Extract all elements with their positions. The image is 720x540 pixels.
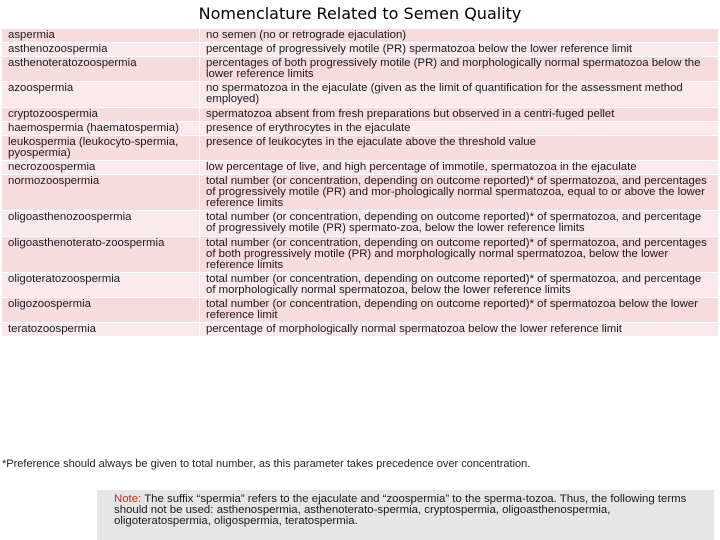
table-row — [2, 297, 718, 322]
term-cell: necrozoospermia — [2, 160, 200, 174]
table-row — [2, 236, 718, 272]
definition-cell: total number (or concentration, depending on outcome reported)* of spermatozoa, and percentages of progressively motile (PR) and mor-phologically normal spermatozoa, equal to or above the lower reference limits — [200, 175, 719, 211]
table-row — [2, 272, 718, 297]
definition-cell: low percentage of live, and high percentage of immotile, spermatozoa in the ejaculate — [200, 160, 719, 174]
table-row — [2, 121, 718, 135]
note-text: The suffix “spermia” refers to the ejaculate and “zoospermia” to the sperma-tozoa. Thus, the following terms should not be used: asthenospermia, asthenoterato-spermia, cryptospermia, oligoasthenospermia, oligoteratospermia, oligospermia, teratospermia. — [114, 493, 687, 528]
term-cell: asthenoteratozoospermia — [2, 57, 200, 82]
term-cell: cryptozoospermia — [2, 107, 200, 121]
nomenclature-table — [2, 29, 718, 337]
term-cell: oligozoospermia — [2, 297, 200, 322]
term-cell: haemospermia (haematospermia) — [2, 121, 200, 135]
term-cell: aspermia — [2, 29, 200, 43]
page-title: Nomenclature Related to Semen Quality — [198, 4, 522, 23]
term-cell: teratozoospermia — [2, 323, 200, 337]
term-cell: azoospermia — [2, 82, 200, 107]
definition-cell: total number (or concentration, depending on outcome reported)* of spermatozoa, and percentage of progressively motile (PR) spermato-zoa, below the lower reference limits — [200, 211, 719, 236]
term-cell: leukospermia (leukocyto-spermia, pyospermia) — [2, 135, 200, 160]
table-row — [2, 82, 718, 107]
note-box — [97, 490, 714, 540]
term-cell: oligoteratozoospermia — [2, 272, 200, 297]
table-row — [2, 135, 718, 160]
term-cell: normozoospermia — [2, 175, 200, 211]
table-footnote: *Preference should always be given to total number, as this parameter takes precedence over concentration. — [2, 458, 531, 470]
definition-cell: percentage of progressively motile (PR) spermatozoa below the lower reference limit — [200, 43, 719, 57]
definition-cell: total number (or concentration, depending on outcome reported)* of spermatozoa, and percentage of morphologically normal spermatozoa, below the lower reference limits — [200, 272, 719, 297]
note-label: Note: — [114, 493, 142, 505]
term-cell: asthenozoospermia — [2, 43, 200, 57]
definition-cell: no semen (no or retrograde ejaculation) — [200, 29, 719, 43]
table-row — [2, 29, 718, 43]
table-row — [2, 175, 718, 211]
table-row — [2, 211, 718, 236]
definition-cell: total number (or concentration, depending on outcome reported)* of spermatozoa below the lower reference limit — [200, 297, 719, 322]
definition-cell: no spermatozoa in the ejaculate (given as the limit of quantification for the assessment method employed) — [200, 82, 719, 107]
table-row — [2, 107, 718, 121]
definition-cell: percentages of both progressively motile (PR) and morphologically normal spermatozoa below the lower reference limits — [200, 57, 719, 82]
term-cell: oligoasthenozoospermia — [2, 211, 200, 236]
term-cell: oligoasthenoterato-zoospermia — [2, 236, 200, 272]
definition-cell: total number (or concentration, depending on outcome reported)* of spermatozoa, and percentages of both progressively motile (PR) and morphologically normal spermatozoa, below the lower reference limits — [200, 236, 719, 272]
table-row — [2, 43, 718, 57]
definition-cell: presence of leukocytes in the ejaculate above the threshold value — [200, 135, 719, 160]
table-row — [2, 160, 718, 174]
table-row — [2, 57, 718, 82]
definition-cell: percentage of morphologically normal spermatozoa below the lower reference limit — [200, 323, 719, 337]
table-row — [2, 323, 718, 337]
definition-cell: presence of erythrocytes in the ejaculate — [200, 121, 719, 135]
definition-cell: spermatozoa absent from fresh preparations but observed in a centri-fuged pellet — [200, 107, 719, 121]
